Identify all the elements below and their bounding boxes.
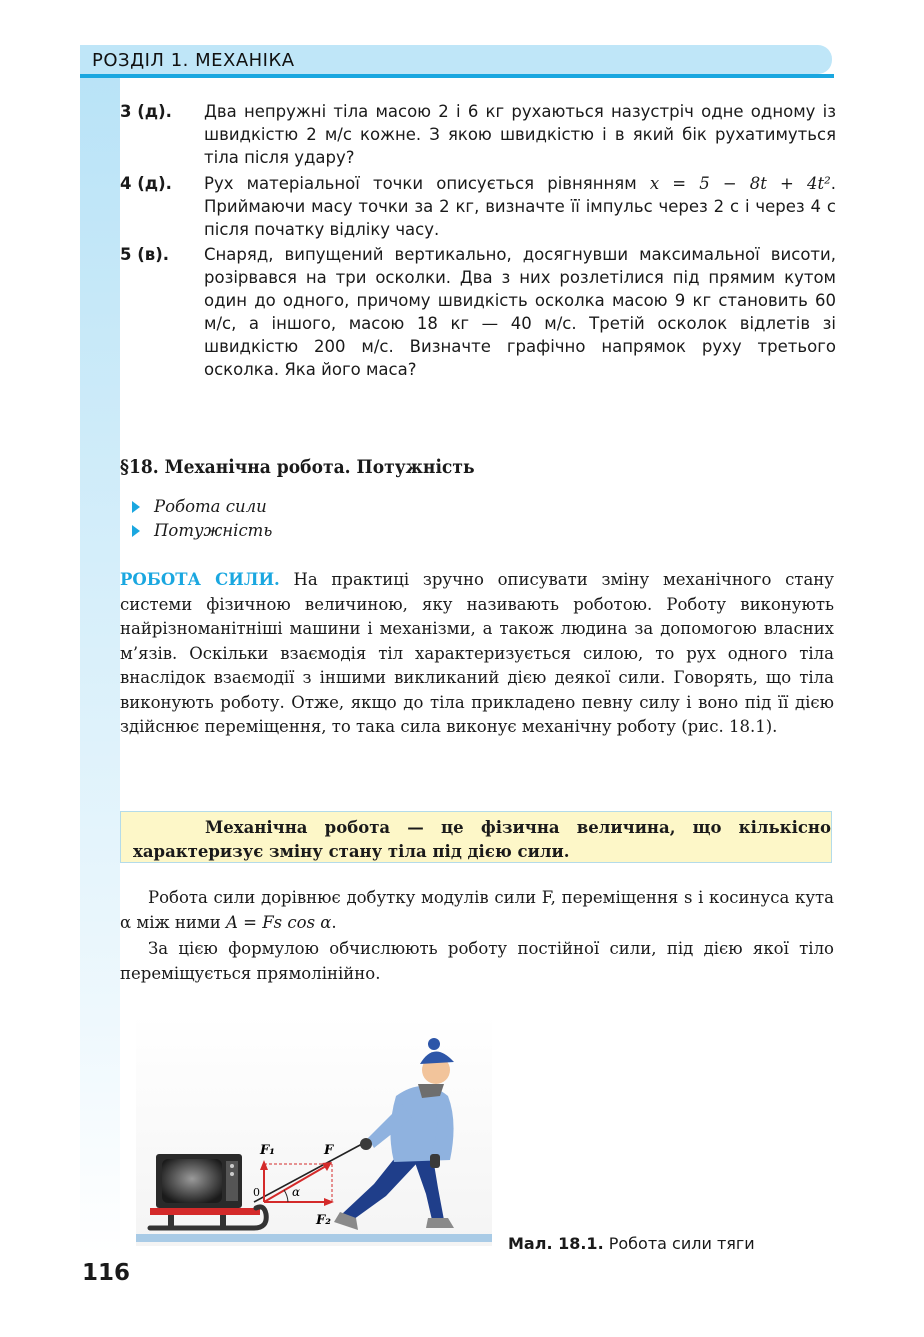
problem-3 (120, 100, 836, 169)
work-formula: A = Fs cos α (226, 912, 332, 932)
paragraph-text: . (331, 912, 337, 932)
definition-text: Механічна робота — це фізична величина, що кількісно характеризує зміну стану тіла під дією сили. (133, 818, 831, 861)
paragraph-lead: РОБОТА СИЛИ. (120, 570, 280, 589)
force-f-label: F (324, 1143, 334, 1158)
header-rule (80, 74, 834, 78)
section-title: §18. Механічна робота. Потужність (120, 456, 475, 478)
sled-pulling-illustration (136, 1014, 492, 1246)
topic-label: Робота сили (154, 497, 267, 516)
problem-text-part: Рух матеріальної точки описується рівнянням (204, 174, 637, 193)
caption-label: Мал. 18.1. (508, 1234, 604, 1253)
side-gradient (80, 74, 120, 1254)
paragraph-text: Робота сили дорівнює добутку модулів сили F, переміщення s і косинуса кута α між ними (120, 888, 834, 932)
formula-paragraph (120, 886, 834, 935)
force-f1-label: F₁ (260, 1143, 275, 1158)
topic-item (154, 497, 267, 516)
motion-equation: x = 5 − 8t + 4t² (649, 174, 831, 193)
constant-force-paragraph: За цією формулою обчислюють роботу постійної сили, під дією якої тіло переміщується прямолінійно. (120, 939, 834, 983)
bullet-triangle-icon (132, 525, 140, 537)
definition-box (120, 811, 832, 863)
problem-text (204, 172, 836, 241)
ground (136, 1234, 492, 1242)
topic-item (154, 521, 272, 540)
problem-number: 5 (в). (120, 245, 170, 264)
caption-text: Робота сили тяги (603, 1234, 755, 1253)
figure-caption (508, 1234, 755, 1253)
tv-set (156, 1154, 242, 1208)
problem-text: Снаряд, випущений вертикально, досягнувши максимальної висоти, розірвався на три осколки. Два з них розлетілися під прямим кутом один до одного, причому швидкість осколка масою 9 кг становить 60 м/с, а іншого, масою 18 кг — 40 м/с. Третій осколок відлетів зі швидкістю 200 м/с. Визначте графічно напрямок руху третього осколка. Яка його маса? (204, 245, 836, 379)
angle-alpha-label: α (292, 1185, 301, 1199)
problem-text: Два непружні тіла масою 2 і 6 кг рухаються назустріч одне одному із швидкістю 2 м/с кожне. З якою швидкістю і в який бік рухатимуться тіла після удару? (204, 102, 836, 167)
problem-number: 3 (д). (120, 102, 172, 121)
topic-label: Потужність (154, 521, 273, 540)
page-number: 116 (82, 1260, 131, 1286)
force-f2-label: F₂ (316, 1213, 331, 1228)
intro-paragraph (120, 568, 834, 740)
paragraph-text: На практиці зручно описувати зміну механічного стану системи фізичною величиною, яку називають роботою. Роботу виконують найрізноманітніші машини і механізми, а також людина за допомогою власних м’язів. Оскільки взаємодія тіл характеризується силою, то рух одного тіла внаслідок взаємодії з іншими викликаний дією деякої сили. Говорять, що тіла виконують роботу. Отже, якщо до тіла прикладено певну силу і воно під її дією здійснює переміщення, то така сила виконує механічну роботу (рис. 18.1). (120, 570, 834, 736)
problem-number: 4 (д). (120, 174, 172, 193)
origin-label: 0 (253, 1186, 260, 1199)
chapter-title: РОЗДІЛ 1. МЕХАНІКА (92, 50, 295, 71)
problem-text-part: . Приймаючи масу точки за 2 кг, визначте її імпульс через 2 с і через 4 с після початку відліку часу. (204, 174, 837, 239)
problem-4 (120, 172, 836, 241)
problem-5 (120, 243, 836, 381)
bullet-triangle-icon (132, 501, 140, 513)
